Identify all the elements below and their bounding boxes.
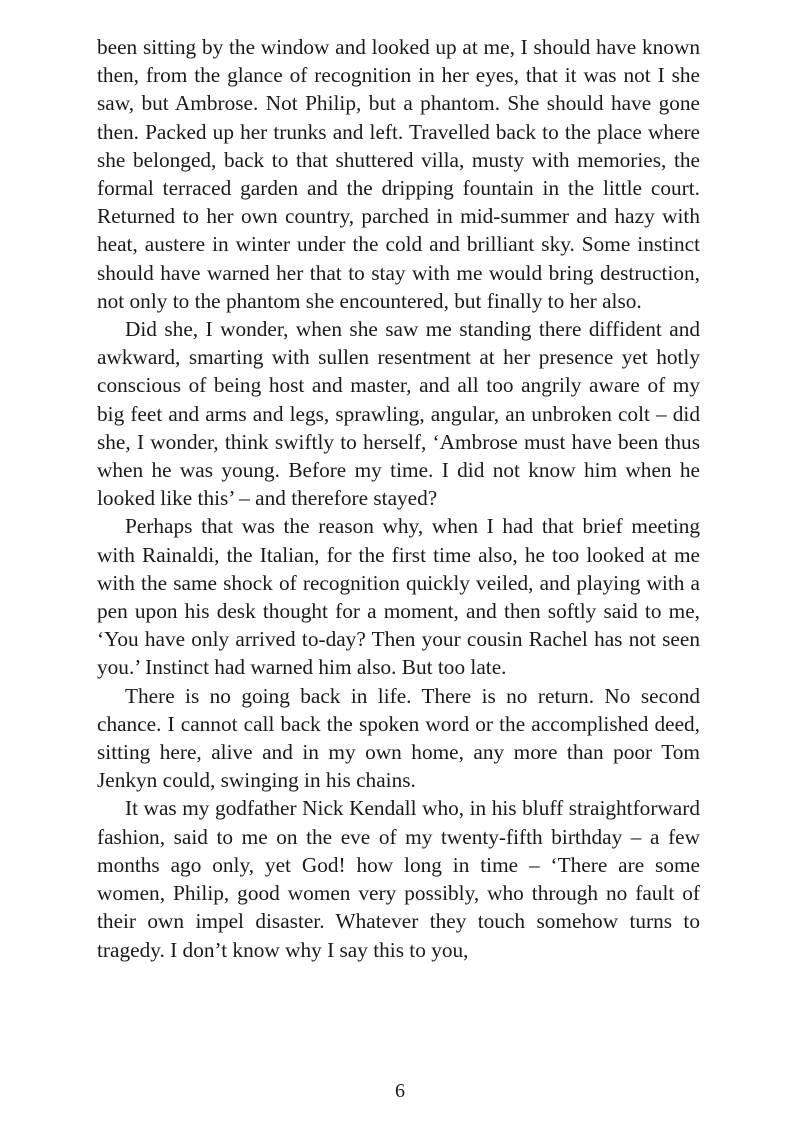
paragraph-2: Did she, I wonder, when she saw me standing there diffident and awkward, smarting with sullen resentment at her presence yet hotly conscious of being host and master, and all too angrily aware of my big feet and arms and legs, sprawling, angular, an unbroken colt – did she, I wonder, think swiftly to herself, ‘Ambrose must have been thus when he was young. Before my time. I did not know him when he looked like this’ – and therefore stayed? xyxy=(97,317,700,511)
paragraph-3: Perhaps that was the reason why, when I had that brief meeting with Rainaldi, the Italian, for the first time also, he too looked at me with the same shock of recognition quickly veiled, and playing with a pen upon his desk thought for a moment, and then softly said to me, ‘You have only arrived to-day? Then your cousin Rachel has not seen you.’ Instinct had warned him also. But too late. xyxy=(97,514,700,680)
paragraph-4: There is no going back in life. There is no return. No second chance. I cannot call back the spoken word or the accomplished deed, sitting here, alive and in my own home, any more than poor Tom Jenkyn could, swinging in his chains. xyxy=(97,683,700,793)
page-number: 6 xyxy=(395,1080,405,1102)
paragraph-5: It was my godfather Nick Kendall who, in his bluff straightforward fashion, said to me on the eve of my twenty-fifth birthday – a few months ago only, yet God! how long in time – ‘There are some women, Philip, good women very possibly, who through no fault of their own impel disaster. Whatever they touch somehow turns to tragedy. I don’t know why I say this to you, xyxy=(97,796,700,962)
text-block xyxy=(97,33,700,964)
paragraph-1: been sitting by the window and looked up at me, I should have known then, from the glance of recognition in her eyes, that it was not I she saw, but Ambrose. Not Philip, but a phantom. She should have gone then. Packed up her trunks and left. Travelled back to the place where she belonged, back to that shuttered villa, musty with memories, the formal terraced garden and the dripping fountain in the little court. Returned to her own country, parched in mid-summer and hazy with heat, austere in winter under the cold and brilliant sky. Some instinct should have warned her that to stay with me would bring destruction, not only to the phantom she encountered, but finally to her also. xyxy=(97,35,700,313)
page-body xyxy=(97,33,700,1133)
